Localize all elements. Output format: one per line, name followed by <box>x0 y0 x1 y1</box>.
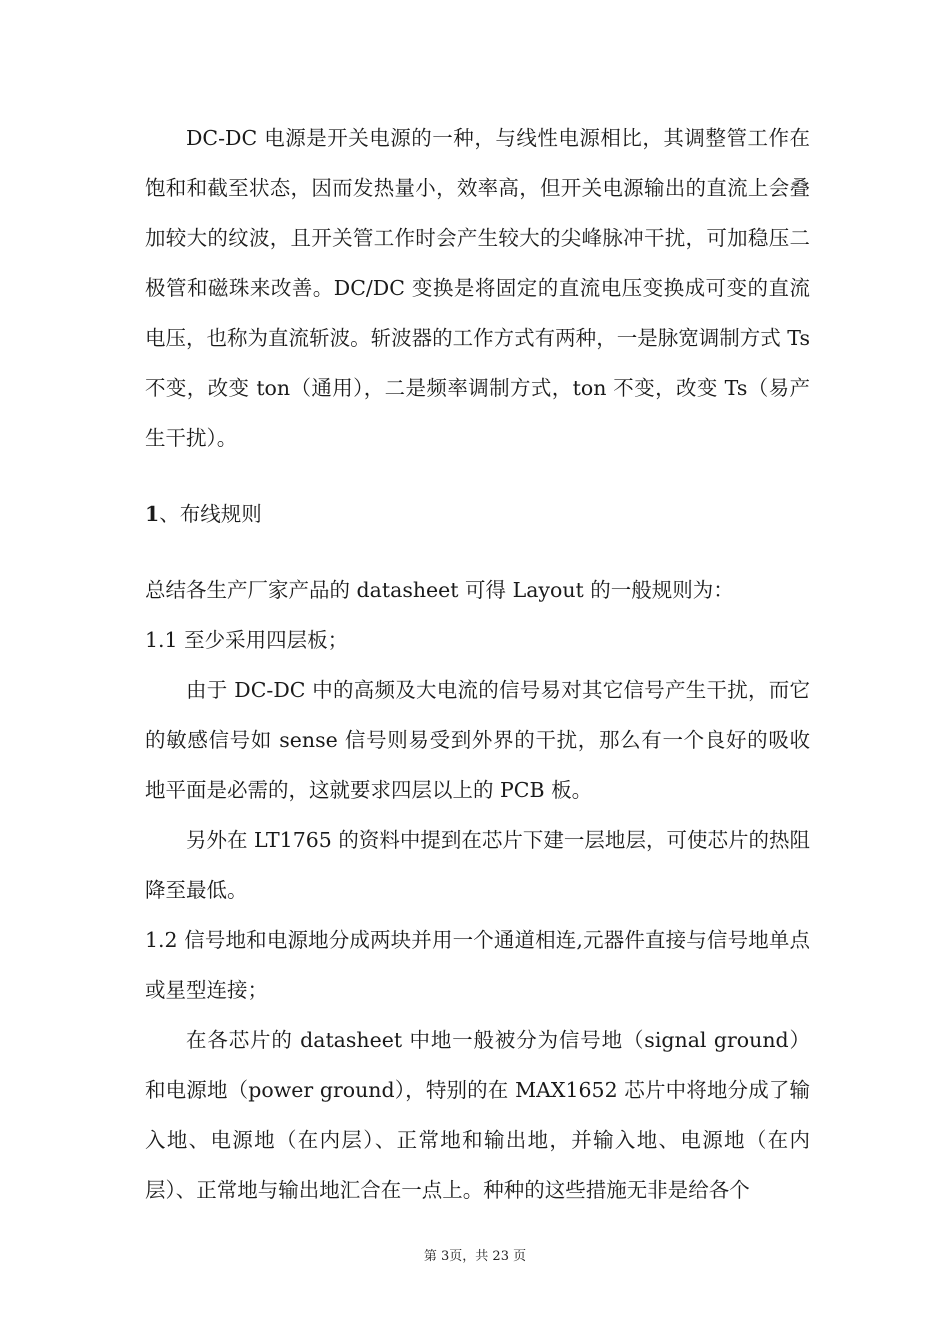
section-number: 1 <box>145 502 160 526</box>
document-body <box>145 113 810 1215</box>
rule-1-1-paragraph-1: 由于 DC-DC 中的高频及大电流的信号易对其它信号产生干扰，而它的敏感信号如 sense 信号则易受到外界的干扰，那么有一个良好的吸收地平面是必需的，这就要求四层以上的 PCB 板。 <box>145 678 810 802</box>
section-heading <box>145 489 810 539</box>
rule-1-1-heading: 1.1 至少采用四层板； <box>145 628 349 652</box>
rule-1-2-paragraph-1: 在各芯片的 datasheet 中地一般被分为信号地（signal ground）和电源地（power ground），特别的在 MAX1652 芯片中将地分成了输入地、电源地（在内层）、正常地和输出地，并输入地、电源地（在内层）、正常地与输出地汇合在一点上。种种的这些措施无非是给各个 <box>145 1028 810 1202</box>
rule-1-2-heading: 1.2 信号地和电源地分成两块并用一个通道相连,元器件直接与信号地单点或星型连接； <box>145 928 810 1002</box>
rule-1-1-paragraph-2: 另外在 LT1765 的资料中提到在芯片下建一层地层，可使芯片的热阻降至最低。 <box>145 828 810 902</box>
section-title: 、布线规则 <box>159 502 262 526</box>
intro-paragraph: DC-DC 电源是开关电源的一种，与线性电源相比，其调整管工作在饱和和截至状态，因而发热量小，效率高，但开关电源输出的直流上会叠加较大的纹波，且开关管工作时会产生较大的尖峰脉冲干扰，可加稳压二极管和磁珠来改善。DC/DC 变换是将固定的直流电压变换成可变的直流电压，也称为直流斩波。斩波器的工作方式有两种，一是脉宽调制方式 Ts 不变，改变 ton（通用），二是频率调制方式，ton 不变，改变 Ts（易产生干扰）。 <box>145 126 810 450</box>
summary-paragraph: 总结各生产厂家产品的 datasheet 可得 Layout 的一般规则为： <box>145 578 734 602</box>
page-footer: 第 3页，共 23 页 <box>423 1249 527 1264</box>
